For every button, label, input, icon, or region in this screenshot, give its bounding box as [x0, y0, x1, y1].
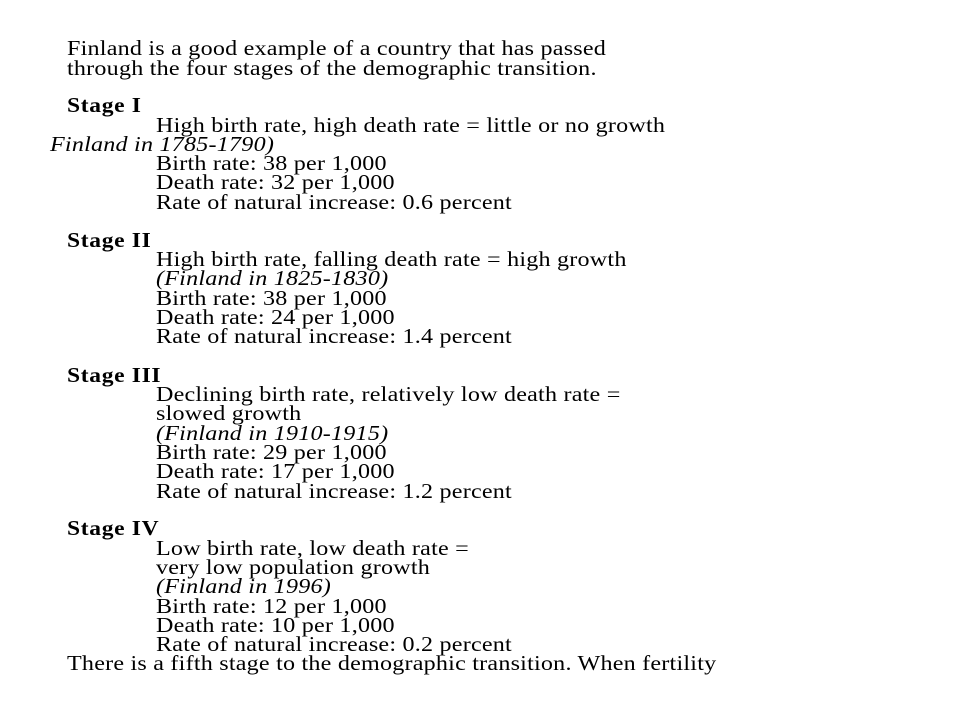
intro-line-2: through the four stages of the demographic transition. — [67, 56, 597, 80]
stage-4-death-rate: Death rate: 10 per 1,000 — [156, 613, 395, 637]
stage-1-period: Finland in 1785-1790) — [50, 132, 275, 156]
stage-3-natural-increase: Rate of natural increase: 1.2 percent — [156, 479, 512, 503]
stage-1-death-rate: Death rate: 32 per 1,000 — [156, 170, 395, 194]
stage-2-natural-increase: Rate of natural increase: 1.4 percent — [156, 324, 512, 348]
stage-1-natural-increase: Rate of natural increase: 0.6 percent — [156, 190, 512, 214]
stage-3-heading: Stage III — [67, 363, 162, 387]
stage-1-heading: Stage I — [67, 93, 142, 117]
stage-4-description-line-1: Low birth rate, low death rate = — [156, 536, 469, 560]
stage-4-birth-rate: Birth rate: 12 per 1,000 — [156, 594, 387, 618]
stage-1-birth-rate: Birth rate: 38 per 1,000 — [156, 151, 387, 175]
stage-2-description-line-1: High birth rate, falling death rate = high growth — [156, 247, 627, 271]
stage-3-description-line-2: slowed growth — [156, 401, 302, 425]
stage-3-death-rate: Death rate: 17 per 1,000 — [156, 459, 395, 483]
stage-3-birth-rate: Birth rate: 29 per 1,000 — [156, 440, 387, 464]
stage-3-description-line-1: Declining birth rate, relatively low death rate = — [156, 382, 621, 406]
stage-4-description-line-2: very low population growth — [156, 555, 431, 579]
stage-2-death-rate: Death rate: 24 per 1,000 — [156, 305, 395, 329]
stage-4-period: (Finland in 1996) — [156, 574, 332, 598]
stage-1-description-line-1: High birth rate, high death rate = little or no growth — [156, 113, 666, 137]
stage-4-heading: Stage IV — [67, 516, 160, 540]
stage-2-heading: Stage II — [67, 228, 152, 252]
closing-line-1: There is a fifth stage to the demographic transition. When fertility — [67, 651, 717, 675]
stage-2-period: (Finland in 1825-1830) — [156, 266, 389, 290]
intro-line-1: Finland is a good example of a country that has passed — [67, 36, 607, 60]
stage-4-natural-increase: Rate of natural increase: 0.2 percent — [156, 632, 512, 656]
stage-3-period: (Finland in 1910-1915) — [156, 421, 389, 445]
stage-2-birth-rate: Birth rate: 38 per 1,000 — [156, 286, 387, 310]
